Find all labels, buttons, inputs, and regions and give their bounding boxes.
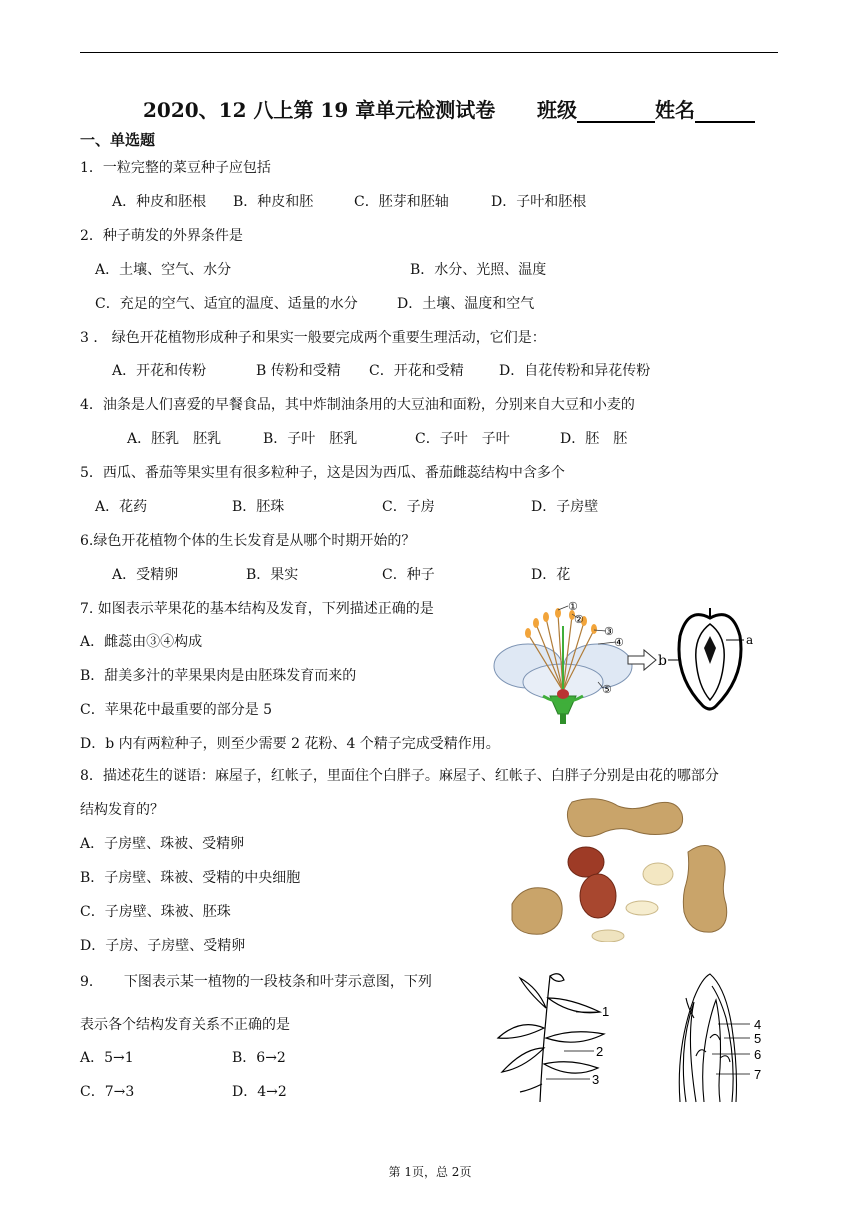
q7-label-2: ②	[574, 613, 584, 626]
q2-option-b[interactable]: B．水分、光照、温度	[410, 262, 547, 278]
apple-flower-figure	[488, 596, 778, 724]
q3-option-d[interactable]: D．自花传粉和异花传粉	[499, 363, 651, 379]
q6-option-c[interactable]: C．种子	[382, 567, 435, 583]
peanut-photo	[508, 792, 730, 942]
q3-stem: 3 ． 绿色开花植物形成种子和果实一般要完成两个重要生理活动，它们是：	[80, 330, 546, 346]
apple-fruit-section	[668, 608, 744, 709]
q2-stem: 2．种子萌发的外界条件是	[80, 228, 243, 244]
q5-option-d[interactable]: D．子房壁	[531, 499, 599, 515]
q7-option-b[interactable]: B．甜美多汁的苹果果肉是由胚珠发育而来的	[80, 668, 357, 684]
q1-option-c[interactable]: C．胚芽和胚轴	[354, 194, 449, 210]
q6-option-a[interactable]: A．受精卵	[112, 567, 179, 583]
q9-option-b[interactable]: B．6→2	[232, 1050, 286, 1066]
branch-label-3: 3	[592, 1072, 600, 1087]
q7-label-5: ⑤	[602, 683, 612, 696]
q8-option-b[interactable]: B．子房壁、珠被、受精的中央细胞	[80, 870, 301, 886]
exam-title: 2020、12 八上第 19 章单元检测试卷	[143, 98, 496, 122]
q1-option-a[interactable]: A．种皮和胚根	[112, 194, 207, 210]
branch-label-1: 1	[602, 1004, 610, 1019]
q9-option-a[interactable]: A．5→1	[80, 1050, 134, 1066]
q5-stem: 5．西瓜、番茄等果实里有很多粒种子，这是因为西瓜、番茄雌蕊结构中含多个	[80, 465, 565, 481]
q9-stem-line2: 表示各个结构发育关系不正确的是	[80, 1017, 290, 1033]
bud-label-7: 7	[754, 1067, 762, 1082]
q8-stem-line1: 8．描述花生的谜语：麻屋子，红帐子，里面住个白胖子。麻屋子、红帐子、白胖子分别是由花的哪部分	[80, 768, 719, 784]
q8-stem-line2: 结构发育的？	[80, 802, 164, 818]
bud-label-6: 6	[754, 1047, 762, 1062]
header-rule	[80, 52, 778, 53]
q3-option-c[interactable]: C．开花和受精	[369, 363, 464, 379]
q9-option-d[interactable]: D．4→2	[232, 1084, 287, 1100]
q7-label-a: a	[746, 633, 754, 647]
q1-option-b[interactable]: B．种皮和胚	[233, 194, 314, 210]
q6-option-b[interactable]: B．果实	[246, 567, 299, 583]
q7-option-d[interactable]: D．b 内有两粒种子，则至少需要 2 花粉、4 个精子完成受精作用。	[80, 736, 500, 752]
apple-flower-drawing	[494, 606, 632, 724]
q7-option-a[interactable]: A．雌蕊由③④构成	[80, 634, 203, 650]
q4-option-c[interactable]: C．子叶 子叶	[415, 431, 510, 447]
q1-option-d[interactable]: D．子叶和胚根	[491, 194, 587, 210]
bud-label-4: 4	[754, 1017, 762, 1032]
branch-bud-figure	[480, 968, 780, 1104]
q1-stem: 1．一粒完整的菜豆种子应包括	[80, 160, 271, 176]
q9-stem-line1: 9． 下图表示某一植物的一段枝条和叶芽示意图，下列	[80, 974, 432, 990]
q7-label-4: ④	[614, 636, 624, 649]
q5-option-b[interactable]: B．胚珠	[232, 499, 285, 515]
name-blank[interactable]	[695, 99, 755, 123]
q2-option-a[interactable]: A．土壤、空气、水分	[95, 262, 232, 278]
branch-label-2: 2	[596, 1044, 604, 1059]
q4-option-d[interactable]: D．胚 胚	[560, 431, 628, 447]
class-label: 班级	[537, 98, 577, 122]
q7-label-3: ③	[604, 625, 614, 638]
q7-option-c[interactable]: C．苹果花中最重要的部分是 5	[80, 702, 273, 718]
branch-drawing	[498, 974, 604, 1102]
q9-option-c[interactable]: C．7→3	[80, 1084, 135, 1100]
q6-option-d[interactable]: D．花	[531, 567, 571, 583]
q2-option-c[interactable]: C．充足的空气、适宜的温度、适量的水分	[95, 296, 358, 312]
q6-stem: 6.绿色开花植物个体的生长发育是从哪个时期开始的？	[80, 533, 416, 549]
q5-option-a[interactable]: A．花药	[95, 499, 148, 515]
q3-option-b[interactable]: B 传粉和受精	[256, 363, 341, 379]
q7-stem: 7. 如图表示苹果花的基本结构及发育，下列描述正确的是	[80, 601, 434, 617]
page-footer: 第 1页，总 2页	[388, 1165, 472, 1179]
q4-option-b[interactable]: B．子叶 胚乳	[263, 431, 358, 447]
page-title	[143, 94, 755, 123]
q8-option-c[interactable]: C．子房壁、珠被、胚珠	[80, 904, 231, 920]
q3-option-a[interactable]: A．开花和传粉	[112, 363, 207, 379]
class-blank[interactable]	[577, 99, 655, 123]
bud-label-5: 5	[754, 1031, 762, 1046]
q4-stem: 4．油条是人们喜爱的早餐食品，其中炸制油条用的大豆油和面粉，分别来自大豆和小麦的	[80, 397, 635, 413]
q4-option-a[interactable]: A．胚乳 胚乳	[127, 431, 222, 447]
q2-option-d[interactable]: D．土壤、温度和空气	[397, 296, 535, 312]
q7-label-1: ①	[568, 600, 578, 613]
q8-option-a[interactable]: A．子房壁、珠被、受精卵	[80, 836, 245, 852]
q5-option-c[interactable]: C．子房	[382, 499, 435, 515]
q7-label-b: b	[658, 653, 667, 669]
section-heading: 一、单选题	[80, 131, 156, 149]
q8-option-d[interactable]: D．子房、子房壁、受精卵	[80, 938, 246, 954]
name-label: 姓名	[655, 98, 695, 122]
